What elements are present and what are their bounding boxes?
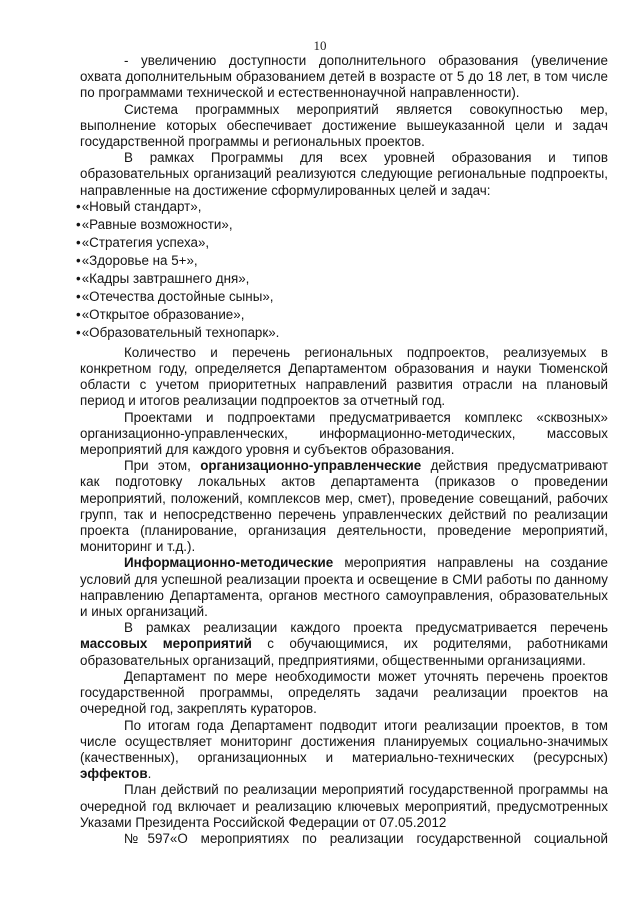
paragraph-organizational	[80, 458, 608, 555]
list-item: • «Равные возможности»,	[76, 217, 608, 233]
paragraph-text: План действий по реализации мероприятий государственной программы на очередной год включает и реализацию ключевых мероприятий, предусмотренных Указами Президента Российской Федерации от 07.05.2012	[80, 782, 608, 830]
paragraph-rest: с обучающимися, их родителями, работниками образовательных организаций, предприятиями, общественными организациями.	[80, 636, 608, 668]
paragraph-year-results	[80, 718, 608, 783]
paragraph-lead: При этом,	[124, 458, 191, 474]
paragraph-regional-subprojects: В рамках Программы для всех уровней образования и типов образовательных организаций реализуются следующие региональные подпроекты, направленные на достижение сформулированных целей и задач:	[80, 150, 608, 198]
list-item: • «Открытое образование»,	[76, 307, 608, 323]
list-item: • «Новый стандарт»,	[76, 199, 608, 215]
list-item: • «Образовательный технопарк».	[76, 325, 608, 341]
paragraph-program-measures: Система программных мероприятий является совокупностью мер, выполнение которых обеспечивает достижение вышеуказанной цели и задач государственной программы и региональных проектов.	[80, 101, 608, 150]
paragraph-department-clarify: Департамент по мере необходимости может уточнять перечень проектов государственной программы, определять задачи реализации проектов на очередной год, закреплять кураторов.	[80, 668, 608, 717]
paragraph-mass-events	[80, 620, 608, 669]
paragraph-last-line: №597«О мероприятиях по реализации государственной социальной	[124, 830, 608, 846]
paragraph-additional-education: - увеличению доступности дополнительного образования (увеличение охвата дополнительным образованием детей в возрасте от 5 до 18 лет, в том числе по программами технической и естественнонаучной направленности).	[80, 53, 608, 101]
paragraph-action-plan	[80, 782, 608, 847]
bold-term: массовых мероприятий	[80, 636, 252, 652]
list-item: • «Стратегия успеха»,	[76, 235, 608, 251]
subprojects-list	[76, 199, 608, 341]
page-number: 10	[313, 38, 327, 53]
page-body	[80, 53, 608, 847]
paragraph-informational	[80, 555, 608, 620]
paragraph-subprojects-count: Количество и перечень региональных подпроектов, реализуемых в конкретном году, определяется Департаментом образования и науки Тюменской области с учетом приоритетных направлений развития отрасли на плановый период и итогов реализации подпроектов за отчетный год.	[80, 344, 608, 409]
list-item: • «Отечества достойные сыны»,	[76, 289, 608, 305]
paragraph-end: .	[147, 766, 152, 782]
list-item: • «Здоровье на 5+»,	[76, 253, 608, 269]
list-item: • «Кадры завтрашнего дня»,	[76, 271, 608, 287]
bold-term: эффектов	[80, 766, 148, 782]
paragraph-rest: действия предусматривают как подготовку локальных актов департамента (приказов о проведении мероприятий, положений, комплексов мер, смет), проведение совещаний, рабочих групп, так и непосредственно перечень управленческих действий по реализации проекта (планирование, организация деятельности, проведение мероприятий, мониторинг и т.д.).	[80, 458, 608, 555]
paragraph-rest: мероприятия направлены на создание условий для успешной реализации проекта и освещение в СМИ работы по данному направлению Департамента, органов местного самоуправления, образовательных и иных организаций.	[80, 555, 608, 620]
bold-term: Информационно-методические	[124, 555, 334, 571]
paragraph-lead: По итогам года Департамент подводит итоги реализации проектов, в том числе осуществляет мониторинг достижения планируемых социально-значимых (качественных), организационных и материально-технических (ресурсных)	[80, 717, 608, 765]
bold-term: организационно-управленческие	[200, 458, 422, 474]
paragraph-lead: В рамках реализации каждого проекта предусматривается перечень	[124, 620, 608, 636]
paragraph-cross-cutting: Проектами и подпроектами предусматривается комплекс «сквозных» организационно-управленческих, информационно-методических, массовых мероприятий для каждого уровня и субъектов образования.	[80, 409, 608, 458]
